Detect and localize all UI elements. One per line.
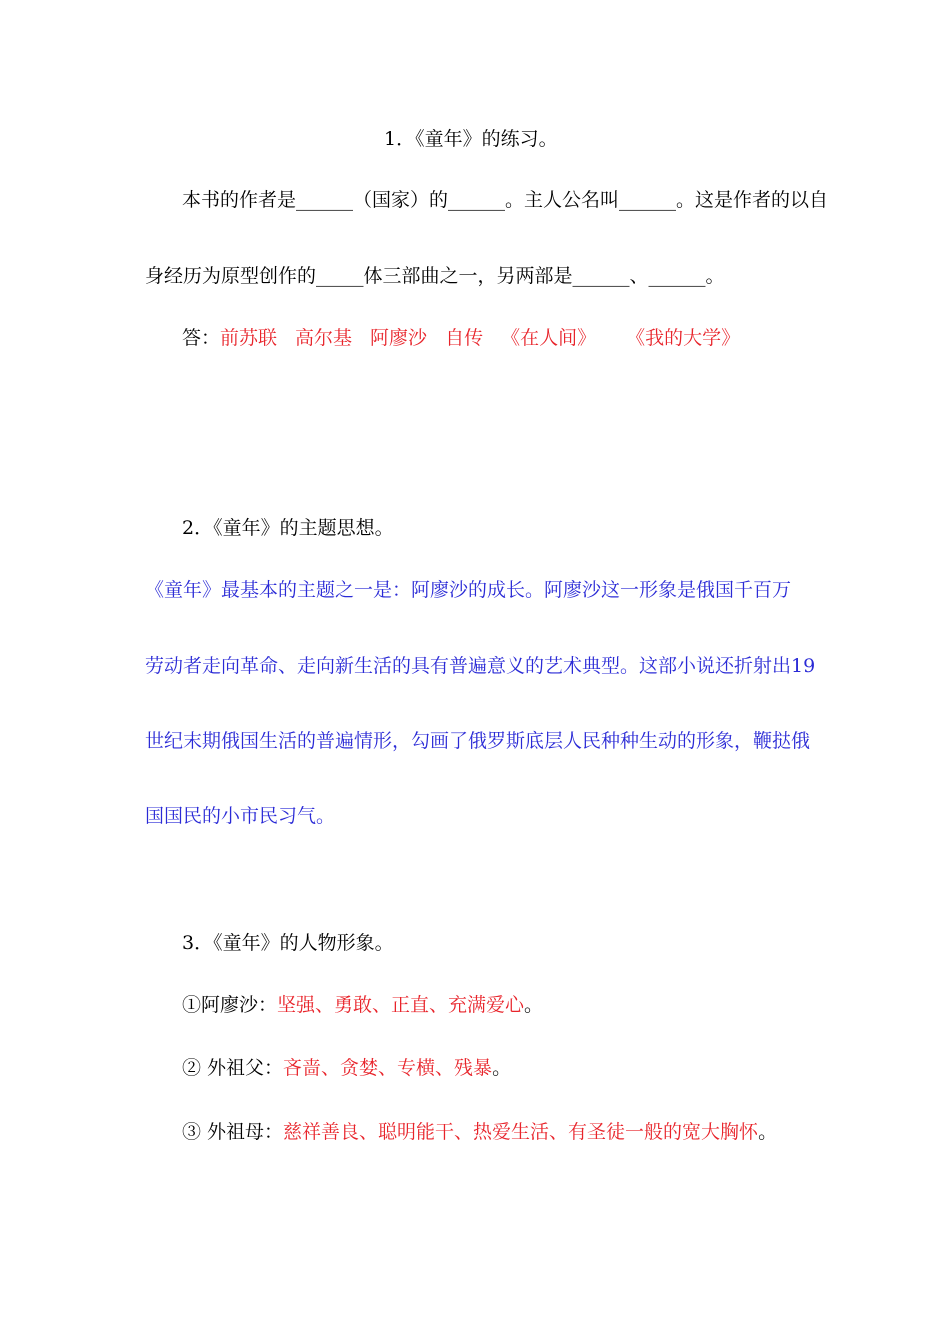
q2-answer-line: 世纪末期俄国生活的普遍情形，勾画了俄罗斯底层人民种种生动的形象，鞭挞俄: [145, 730, 811, 752]
q2-answer-line: 《童年》最基本的主题之一是：阿廖沙的成长。阿廖沙这一形象是俄国千百万: [145, 579, 792, 601]
q1-title: 1．《童年》的练习。: [384, 128, 558, 150]
character-end: 。: [492, 1057, 512, 1079]
answer-item: 自传: [445, 327, 484, 349]
character-traits: 坚强、勇敢、正直、充满爱心: [277, 994, 525, 1016]
character-label: ③ 外祖母：: [182, 1121, 284, 1143]
character-line: [182, 1120, 777, 1144]
character-label: ①阿廖沙：: [182, 994, 278, 1016]
q3-title: 3．《童年》的人物形象。: [182, 932, 394, 954]
answer-item: 阿廖沙: [370, 327, 428, 349]
q1-answer-line: [182, 326, 740, 350]
q2-answer-line: 国国民的小市民习气。: [145, 805, 336, 827]
character-traits: 慈祥善良、聪明能干、热爱生活、有圣徒一般的宽大胸怀: [283, 1121, 759, 1143]
character-end: 。: [758, 1121, 778, 1143]
character-line: [182, 993, 543, 1017]
answer-item: 高尔基: [295, 327, 353, 349]
answer-item: 《在人间》: [501, 327, 597, 349]
character-line: [182, 1056, 511, 1080]
character-traits: 吝啬、贪婪、专横、残暴: [283, 1057, 493, 1079]
answer-item: 《我的大学》: [626, 327, 741, 349]
character-end: 。: [524, 994, 544, 1016]
q2-title: 2．《童年》的主题思想。: [182, 517, 394, 539]
character-label: ② 外祖父：: [182, 1057, 284, 1079]
answer-item: 前苏联: [220, 327, 278, 349]
q2-answer-line: 劳动者走向革命、走向新生活的具有普遍意义的艺术典型。这部小说还折射出19: [145, 655, 816, 677]
q1-text-line-1: 本书的作者是______（国家）的______。主人公名叫______。这是作者的以自: [182, 189, 829, 211]
q1-text-line-2: 身经历为原型创作的_____体三部曲之一，另两部是______、______。: [145, 265, 725, 287]
answer-label: 答：: [182, 327, 221, 349]
